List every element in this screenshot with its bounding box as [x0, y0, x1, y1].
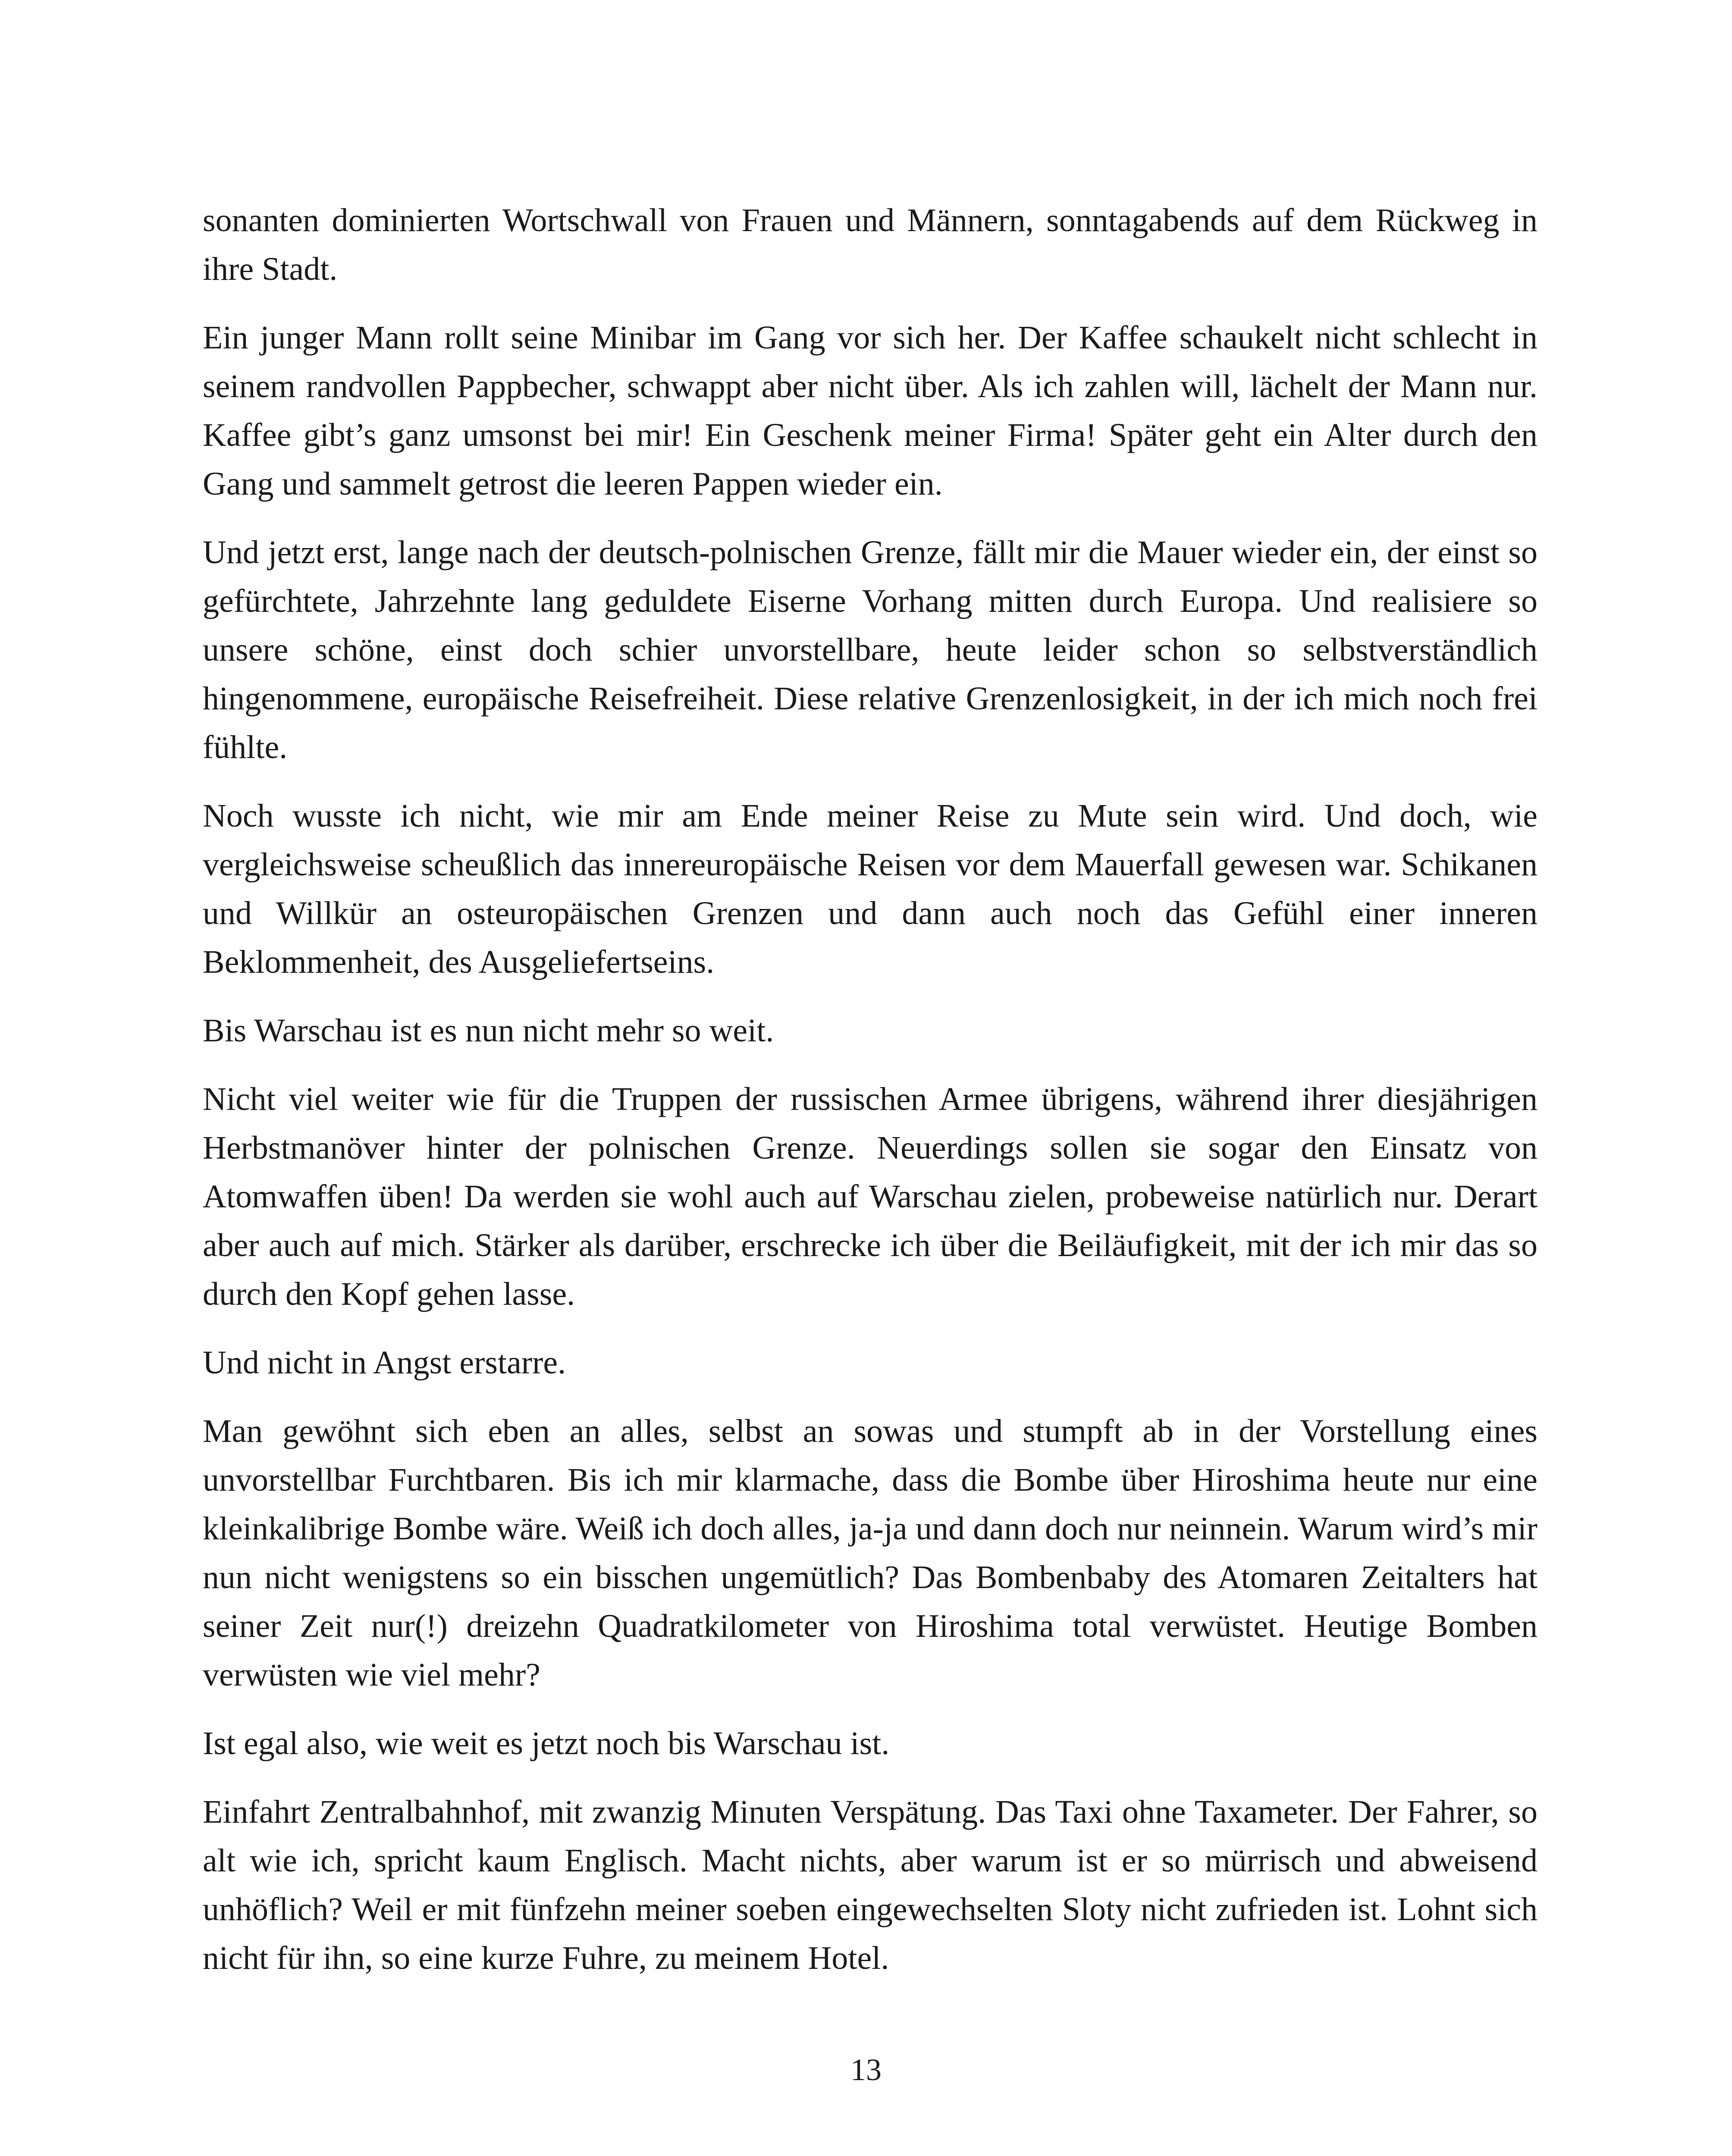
body-text — [203, 196, 1537, 2002]
page-number: 13 — [850, 2053, 882, 2087]
paragraph-7: Und nicht in Angst erstarre. — [203, 1344, 566, 1381]
paragraph-8: Man gewöhnt sich eben an alles, selbst an sowas und stumpft ab in der Vorstellung eines unvorstellbar Furchtbaren. Bis ich mir klarmache, dass die Bombe über Hiroshima heute nur eine kleinkalibrige Bombe wäre. Weiß ich doch alles, ja-ja und dann doch nur neinnein. Warum wird’s mir nun nicht wenigstens so ein bisschen ungemütlich? Das Bombenbaby des Atomaren Zeitalters hat seiner Zeit nur(!) dreizehn Quadratkilometer von Hiroshima total verwüstet. Heutige Bomben verwüsten wie viel mehr? — [203, 1413, 1537, 1693]
paragraph-5: Bis Warschau ist es nun nicht mehr so weit. — [203, 1012, 774, 1049]
paragraph-6: Nicht viel weiter wie für die Truppen der russischen Armee übrigens, während ihrer diesjährigen Herbstmanöver hinter der polnischen Grenze. Neuerdings sollen sie sogar den Einsatz von Atomwaffen üben! Da werden sie wohl auch auf Warschau zielen, probeweise natürlich nur. Derart aber auch auf mich. Stärker als darüber, erschrecke ich über die Beiläufigkeit, mit der ich mir das so durch den Kopf gehen lasse. — [203, 1081, 1537, 1312]
paragraph-10: Einfahrt Zentralbahnhof, mit zwanzig Minuten Verspätung. Das Taxi ohne Taxameter. Der Fahrer, so alt wie ich, spricht kaum Englisch. Macht nichts, aber warum ist er so mürrisch und abweisend unhöflich? Weil er mit fünfzehn meiner soeben eingewechselten Sloty nicht zufrieden ist. Lohnt sich nicht für ihn, so eine kurze Fuhre, zu meinem Hotel. — [203, 1794, 1537, 1976]
paragraph-9: Ist egal also, wie weit es jetzt noch bis Warschau ist. — [203, 1725, 890, 1761]
paragraph-4: Noch wusste ich nicht, wie mir am Ende meiner Reise zu Mute sein wird. Und doch, wie vergleichsweise scheußlich das innereuropäische Reisen vor dem Mauerfall gewesen war. Schikanen und Willkür an osteuropäischen Grenzen und dann auch noch das Gefühl einer inneren Beklommenheit, des Ausgeliefertseins. — [203, 798, 1537, 980]
paragraph-3: Und jetzt erst, lange nach der deutsch-polnischen Grenze, fällt mir die Mauer wieder ein, der einst so gefürchtete, Jahrzehnte lang geduldete Eiserne Vorhang mitten durch Europa. Und realisiere so unsere schöne, einst doch schier unvorstellbare, heute leider schon so selbstverständlich hingenommene, europäische Reisefreiheit. Diese relative Grenzenlosigkeit, in der ich mich noch frei fühlte. — [203, 534, 1537, 765]
paragraph-1: sonanten dominierten Wortschwall von Frauen und Männern, sonntagabends auf dem Rückweg in ihre Stadt. — [203, 202, 1537, 287]
paragraph-2: Ein junger Mann rollt seine Minibar im Gang vor sich her. Der Kaffee schaukelt nicht schlecht in seinem randvollen Pappbecher, schwappt aber nicht über. Als ich zahlen will, lächelt der Mann nur. Kaffee gibt’s ganz umsonst bei mir! Ein Geschenk meiner Firma! Später geht ein Alter durch den Gang und sammelt getrost die leeren Pappen wieder ein. — [203, 320, 1537, 502]
